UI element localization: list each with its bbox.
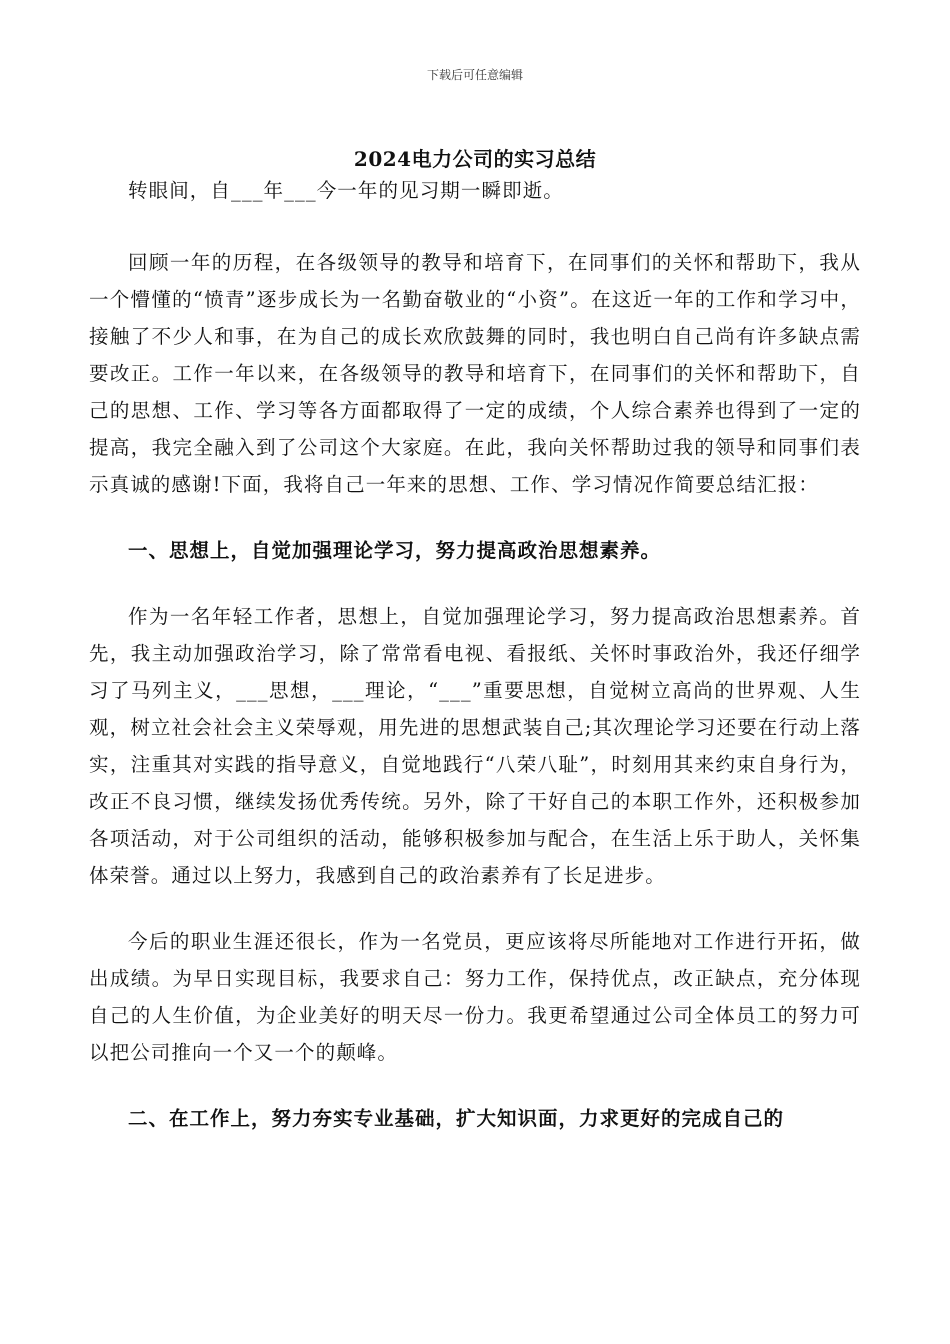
intro-paragraph: 转眼间，自___年___今一年的见习期一瞬即逝。 bbox=[128, 179, 564, 202]
section1-heading: 一、思想上，自觉加强理论学习，努力提高政治思想素养。 bbox=[128, 539, 662, 562]
section2-heading: 二、在工作上，努力夯实专业基础，扩大知识面，力求更好的完成自己的 bbox=[128, 1107, 785, 1130]
document-title: 2024电力公司的实习总结 bbox=[353, 147, 597, 171]
section1-paragraph-2: 今后的职业生涯还很长，作为一名党员，更应该将尽所能地对工作进行开拓，做出成绩。为早日实现目标，我要求自己：努力工作，保持优点，改正缺点，充分体现自己的人生价值，为企业美好的明天尽一份力。我更希望通过公司全体员工的努力可以把公司推向一个又一个的颠峰。 bbox=[89, 930, 861, 1064]
document-body bbox=[89, 170, 861, 1137]
review-paragraph: 回顾一年的历程，在各级领导的教导和培育下，在同事们的关怀和帮助下，我从一个懵懂的“愤青”逐步成长为一名勤奋敬业的“小资”。在这近一年的工作和学习中，接触了不少人和事，在为自己的成长欢欣鼓舞的同时，我也明白自己尚有许多缺点需要改正。工作一年以来，在各级领导的教导和培育下，在同事们的关怀和帮助下，自己的思想、工作、学习等各方面都取得了一定的成绩，个人综合素养也得到了一定的提高，我完全融入到了公司这个大家庭。在此，我向关怀帮助过我的领导和同事们表示真诚的感谢!下面，我将自己一年来的思想、工作、学习情况作简要总结汇报： bbox=[89, 251, 861, 496]
header-note: 下载后可任意编辑 bbox=[426, 68, 523, 82]
section1-paragraph-1: 作为一名年轻工作者，思想上，自觉加强理论学习，努力提高政治思想素养。首先，我主动加强政治学习，除了常常看电视、看报纸、关怀时事政治外，我还仔细学习了马列主义，___思想，___理论，“___”重要思想，自觉树立高尚的世界观、人生观，树立社会社会主义荣辱观，用先进的思想武装自己;其次理论学习还要在行动上落实，注重其对实践的指导意义，自觉地践行“八荣八耻”，时刻用其来约束自身行为，改正不良习惯，继续发扬优秀传统。另外，除了干好自己的本职工作外，还积极参加各项活动，对于公司组织的活动，能够积极参加与配合，在生活上乐于助人，关怀集体荣誉。通过以上努力，我感到自己的政治素养有了长足进步。 bbox=[89, 605, 861, 887]
